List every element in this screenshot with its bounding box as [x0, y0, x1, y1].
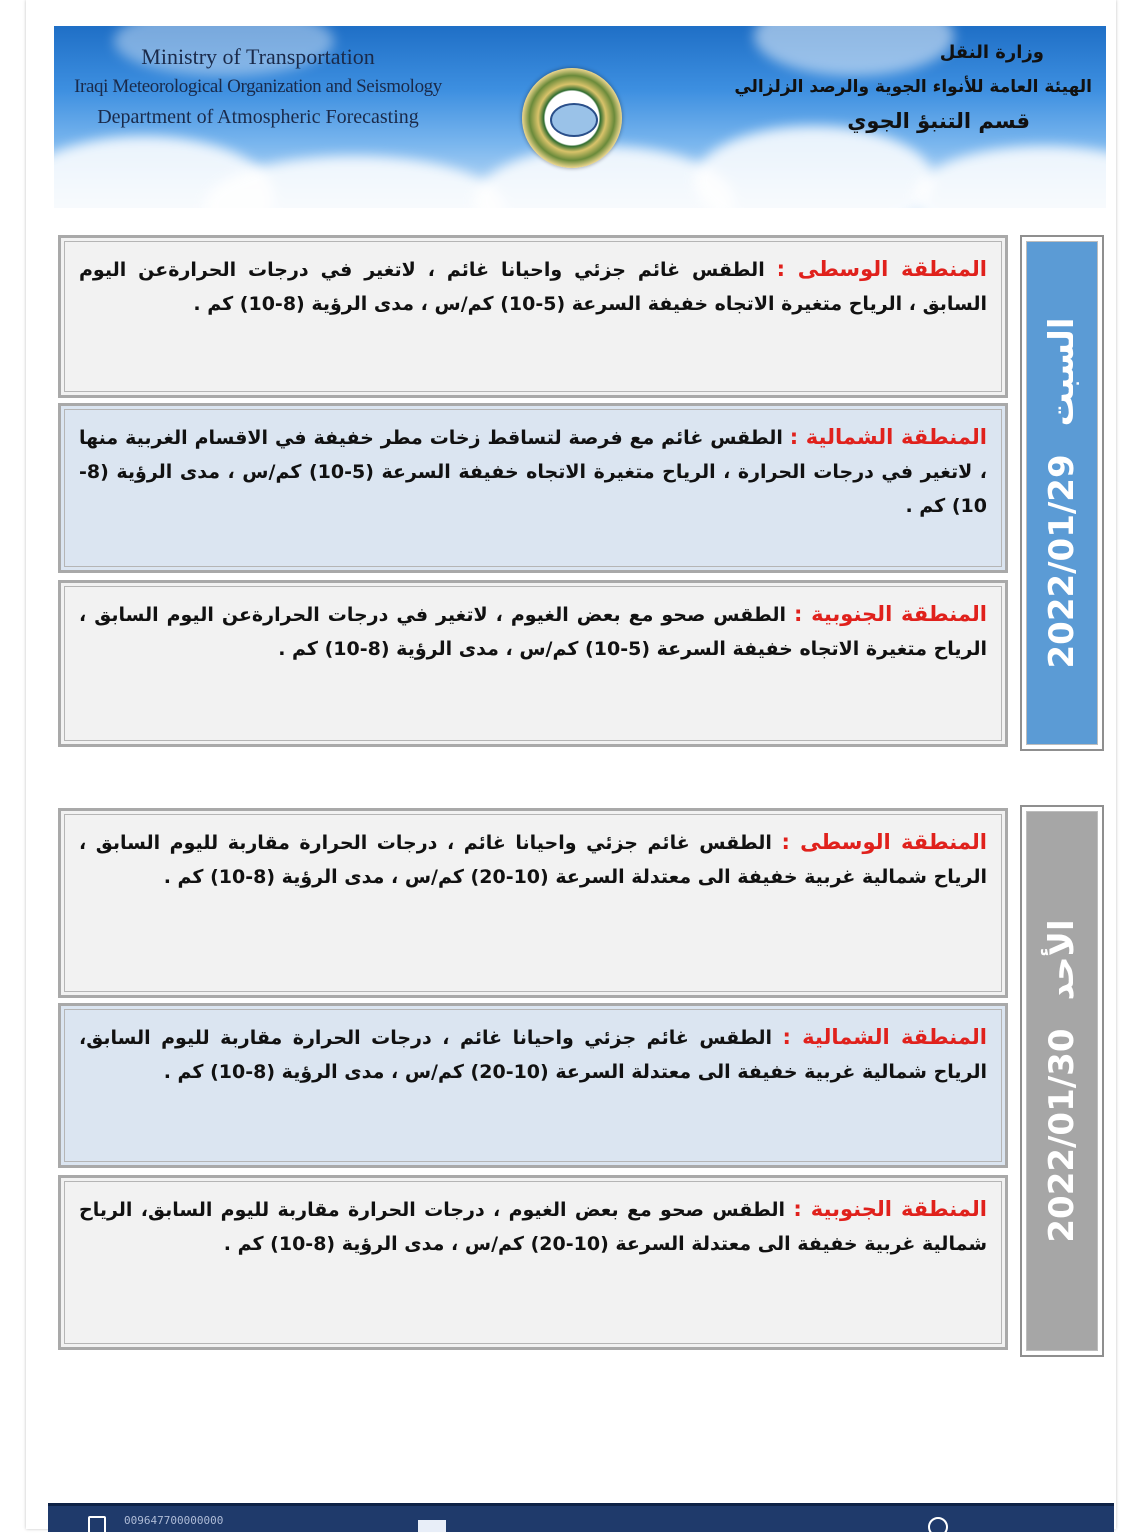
region-forecast: الطقس صحو مع بعض الغيوم ، درجات الحرارة مقاربة لليوم السابق، الرياح شمالية غربية خفيفة الى معتدلة السرعة (10-20) كم/س ، مدى الرؤية (8-10) كم .: [79, 1199, 987, 1255]
region-text: [79, 420, 987, 523]
day-2-region-south: [58, 1175, 1008, 1350]
ministry-name-ar: وزارة النقل: [939, 42, 1044, 63]
arabic-heading: [732, 36, 1092, 138]
region-forecast: الطقس غائم مع فرصة لتساقط زخات مطر خفيفة في الاقسام الغربية منها ، لاتغير في درجات الحرارة ، الرياح متغيرة الاتجاه خفيفة السرعة (5-10) كم/س ، مدى الرؤية (8-10) كم .: [79, 427, 987, 517]
day-2-region-central: [58, 808, 1008, 998]
day-1-region-north: [58, 403, 1008, 573]
web-icon: [928, 1517, 948, 1537]
phone-icon: [88, 1516, 106, 1534]
day-1-date-label: [1042, 304, 1082, 683]
day-1-date-column: [1020, 235, 1104, 751]
mail-icon: [418, 1520, 446, 1532]
day-1-region-central: [58, 235, 1008, 398]
region-label: المنطقة الجنوبية :: [793, 1197, 987, 1221]
region-forecast: الطقس صحو مع بعض الغيوم ، لاتغير في درجات الحرارةعن اليوم السابق ، الرياح متغيرة الاتجاه خفيفة السرعة (5-10) كم/س ، مدى الرؤية (8-10) كم .: [79, 604, 987, 660]
region-label: المنطقة الجنوبية :: [794, 602, 988, 626]
region-label: المنطقة الشمالية :: [782, 1025, 987, 1049]
day-2-date-label: [1042, 905, 1082, 1256]
department-name-ar: قسم التنبؤ الجوي: [847, 109, 1030, 133]
department-name-en: Department of Atmospheric Forecasting: [97, 106, 419, 128]
region-label: المنطقة الوسطى :: [776, 257, 987, 281]
organization-seal-icon: [522, 68, 622, 168]
footer-bar: [48, 1503, 1114, 1532]
english-heading: [68, 42, 448, 132]
region-forecast: الطقس غائم جزئي واحيانا غائم ، درجات الحرارة مقاربة لليوم السابق ، الرياح شمالية غربية خفيفة الى معتدلة السرعة (10-20) كم/س ، مدى الرؤية (8-10) كم .: [79, 832, 987, 888]
day-1-region-south: [58, 580, 1008, 747]
day-2-date: 2022/01/30: [1042, 1028, 1082, 1243]
region-label: المنطقة الشمالية :: [789, 425, 988, 449]
region-text: [79, 1192, 987, 1261]
organization-name-en: Iraqi Meteorological Organization and Seismology: [74, 76, 442, 97]
seal-emblem: [550, 103, 598, 137]
region-text: [79, 597, 987, 666]
footer-phone-number: 009647700000000: [124, 1514, 224, 1527]
ministry-name-en: Ministry of Transportation: [141, 44, 375, 69]
day-1-weekday: السبت: [1042, 317, 1082, 427]
organization-name-ar: الهيئة العامة للأنواء الجوية والرصد الزلزالي: [734, 77, 1092, 97]
region-text: [79, 252, 987, 321]
day-2-weekday: الأحد: [1042, 919, 1082, 1001]
day-1-date: 2022/01/29: [1042, 454, 1082, 669]
region-label: المنطقة الوسطى :: [781, 830, 987, 854]
region-forecast: الطقس غائم جزئي واحيانا غائم ، درجات الحرارة مقاربة لليوم السابق، الرياح شمالية غربية خفيفة الى معتدلة السرعة (10-20) كم/س ، مدى الرؤية (8-10) كم .: [79, 1027, 987, 1083]
region-text: [79, 1020, 987, 1089]
day-2-region-north: [58, 1003, 1008, 1168]
header-banner: [54, 26, 1106, 208]
region-text: [79, 825, 987, 894]
day-2-date-column: [1020, 805, 1104, 1357]
region-forecast: الطقس غائم جزئي واحيانا غائم ، لاتغير في درجات الحرارةعن اليوم السابق ، الرياح متغيرة الاتجاه خفيفة السرعة (5-10) كم/س ، مدى الرؤية (8-10) كم .: [79, 259, 987, 315]
